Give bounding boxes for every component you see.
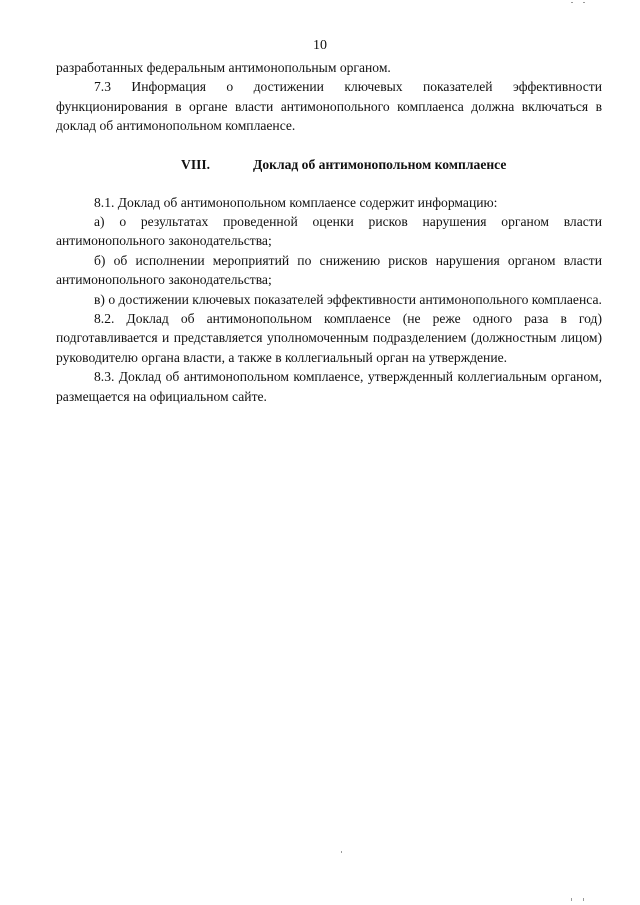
section-heading — [56, 155, 602, 174]
section-number: VIII. — [181, 156, 211, 172]
list-item-c: в) о достижении ключевых показателей эффективности антимонопольного комплаенса. — [94, 291, 602, 307]
section-title: Доклад об антимонопольном комплаенсе — [253, 156, 507, 172]
scan-artifact — [583, 898, 584, 901]
document-body — [56, 58, 602, 406]
scan-artifact — [583, 2, 585, 3]
paragraph-8-2: 8.2. Доклад об антимонопольном комплаенсе (не реже одного раза в год) подготавливается и представляется уполномоченным подразделением (должностным лицом) руководителю органа власти, а также в коллегиальный орган на утверждение. — [56, 311, 602, 365]
paragraph-8-1: 8.1. Доклад об антимонопольном комплаенсе содержит информацию: — [94, 194, 498, 210]
scan-artifact — [341, 851, 342, 853]
list-item-b: б) об исполнении мероприятий по снижению рисков нарушения органом власти антимонопольного законодательства; — [56, 252, 602, 288]
scan-artifact — [571, 2, 573, 3]
paragraph-8-3: 8.3. Доклад об антимонопольном комплаенсе, утвержденный коллегиальным органом, размещается на официальном сайте. — [56, 369, 602, 404]
page-number: 10 — [313, 38, 327, 53]
paragraph-7-3: 7.3 Информация о достижении ключевых показателей эффективности функционирования в органе власти антимонопольного комплаенса должна включаться в доклад об антимонопольном комплаенсе. — [56, 79, 602, 134]
paragraph-continuation: разработанных федеральным антимонопольным органом. — [56, 60, 391, 75]
scan-artifact — [571, 898, 572, 901]
list-item-a: а) о результатах проведенной оценки рисков нарушения органом власти антимонопольного законодательства; — [56, 214, 602, 249]
